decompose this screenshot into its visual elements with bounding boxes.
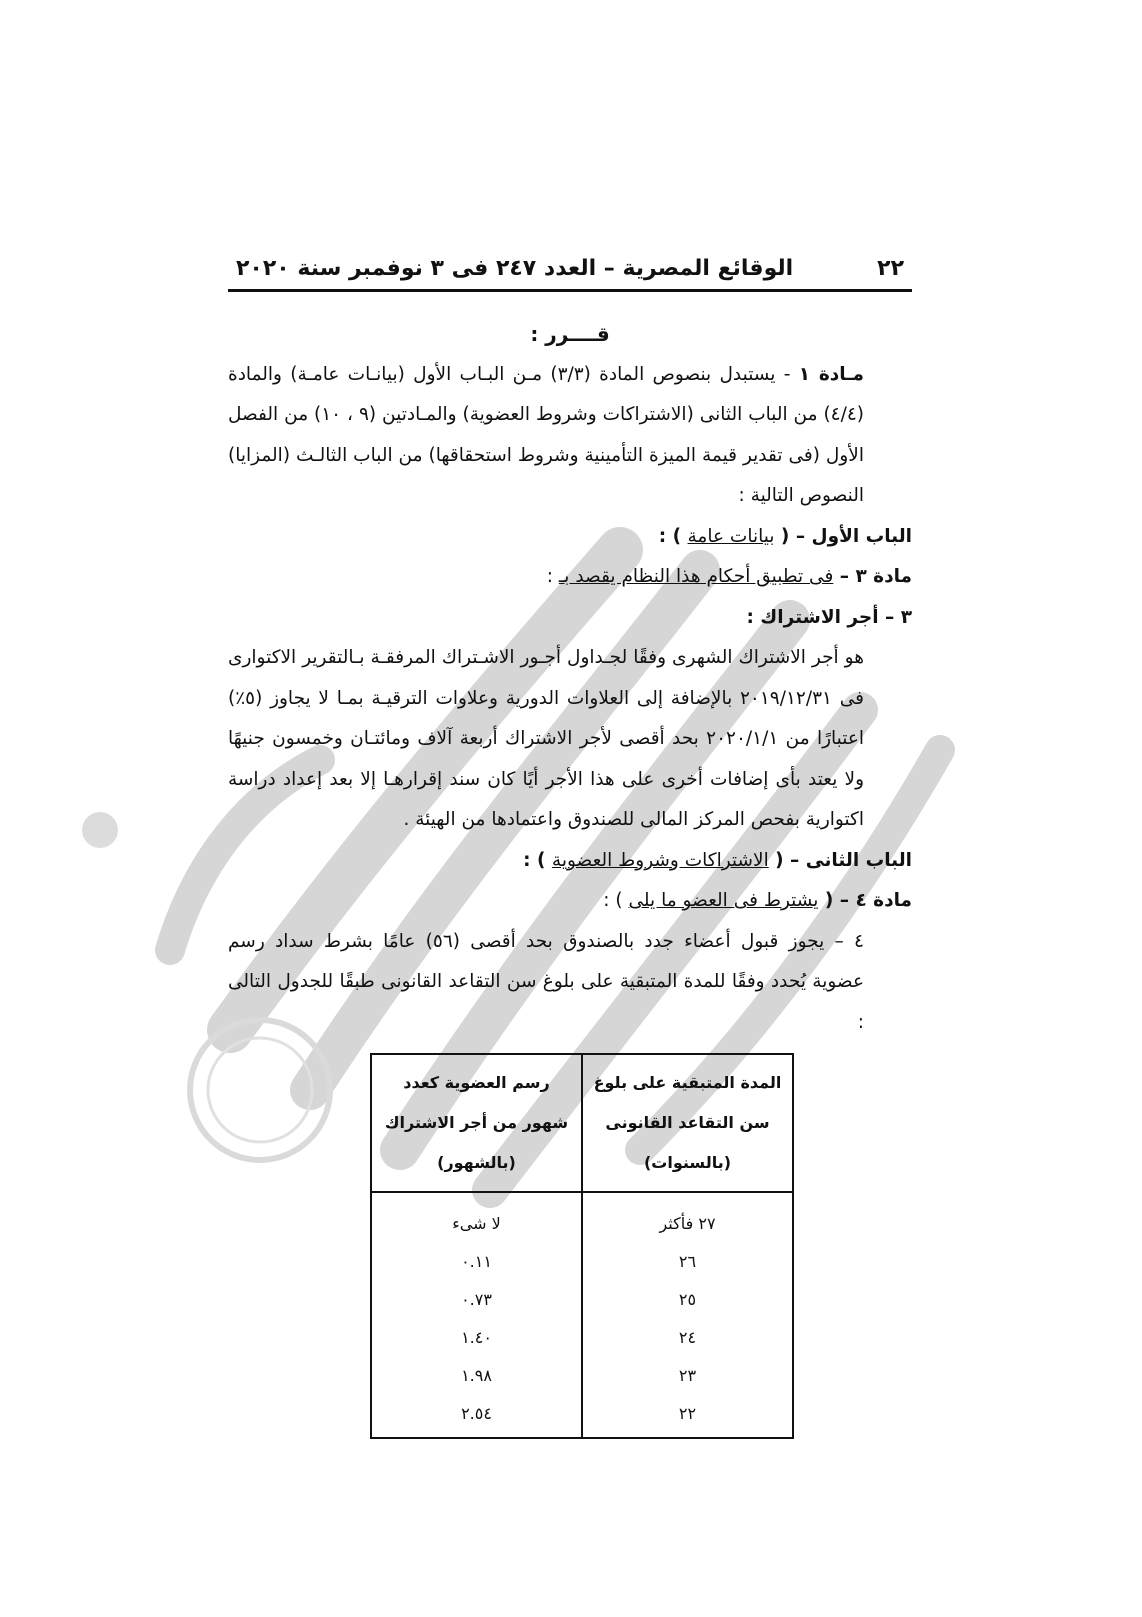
article-3-text: فى تطبيق أحكام هذا النظام يقصد بـ xyxy=(558,566,834,587)
section-2-suffix: ) : xyxy=(523,849,552,871)
article-3-label: مادة ٣ – xyxy=(833,566,912,587)
gazette-title: الوقائع المصرية – العدد ٢٤٧ فى ٣ نوفمبر سنة ٢٠٢٠ xyxy=(236,256,794,281)
article-3 xyxy=(228,557,912,598)
article-4-label: مادة ٤ – ( xyxy=(818,890,912,911)
section-1-title: بيانات عامة xyxy=(687,525,775,547)
document-body xyxy=(228,314,912,1439)
column-header-fee-months: رسم العضوية كعدد شهور من أجر الاشتراك (بالشهور) xyxy=(371,1054,582,1192)
item-3-text: هو أجر الاشتراك الشهرى وفقًا لجـداول أجـور الاشـتراك المرفقـة بـالتقرير الاكتوارى فى ٢٠١٩/١٢/٣١ بالإضافة إلى العلاوات الدورية وعلاوات الترقيـة بمـا لا يجاوز (٥٪) اعتبارًا من ٢٠٢٠/١/١ بحد أقصى لأجر الاشتراك أربعة آلاف ومائتـان وخمسون جنيهًا ولا يعتد بأى إضافات أخرى على هذا الأجر أيًا كان سند إقرارهـا إلا بعد إعداد دراسة اكتوارية بفحص المركز المالى للصندوق واعتمادها من الهيئة . xyxy=(228,647,864,830)
membership-fee-table xyxy=(370,1053,794,1439)
table-cell-years: ٢٢ xyxy=(582,1395,793,1438)
table-row xyxy=(371,1281,793,1319)
table-cell-fee: لا شىء xyxy=(452,1214,501,1233)
section-2-heading xyxy=(228,841,912,882)
table-row xyxy=(371,1357,793,1395)
table-cell-years: ٢٤ xyxy=(582,1319,793,1357)
table-row xyxy=(371,1243,793,1281)
section-2-label: الباب الثانى – ( xyxy=(768,849,912,871)
article-1 xyxy=(228,355,912,517)
column-header-remaining-years: المدة المتبقية على بلوغ سن التقاعد القانونى (بالسنوات) xyxy=(582,1054,793,1192)
page-header xyxy=(228,250,912,292)
page-number: ٢٢ xyxy=(877,256,904,281)
table-cell-years: ٢٦ xyxy=(582,1243,793,1281)
table-row xyxy=(371,1395,793,1438)
article-4 xyxy=(228,881,912,922)
article-4-text: يشترط فى العضو ما يلى xyxy=(628,890,819,911)
table-cell-fee: ٢.٥٤ xyxy=(461,1404,492,1423)
table-cell-years: ٢٥ xyxy=(582,1281,793,1319)
table-cell-years: ٢٧ فأكثر xyxy=(582,1192,793,1243)
section-2-title: الاشتراكات وشروط العضوية xyxy=(551,849,769,871)
table-cell-fee: ٠.١١ xyxy=(461,1252,492,1271)
item-4-text: ٤ – يجوز قبول أعضاء جدد بالصندوق بحد أقصى (٥٦) عامًا بشرط سداد رسم عضوية يُحدد وفقًا للمدة المتبقية على بلوغ سن التقاعد القانونى طبقًا للجدول التالى : xyxy=(228,930,864,1033)
section-1-heading xyxy=(228,517,912,558)
table-cell-years: ٢٣ xyxy=(582,1357,793,1395)
table-row xyxy=(371,1319,793,1357)
article-4-suffix: ) : xyxy=(603,890,629,911)
item-3-heading: ٣ – أجر الاشتراك : xyxy=(746,606,912,628)
decree-heading: قــــرر : xyxy=(530,322,610,346)
table-cell-fee: ١.٤٠ xyxy=(461,1328,492,1347)
table-row xyxy=(371,1192,793,1243)
section-1-suffix: ) : xyxy=(658,525,688,547)
gazette-page xyxy=(228,250,912,1439)
section-1-label: الباب الأول – ( xyxy=(774,525,912,547)
article-1-text: - يستبدل بنصوص المادة (٣/٣) مـن البـاب الأول (بيانـات عامـة) والمادة (٤/٤) من الباب الثانى (الاشتراكات وشروط العضوية) والمـادتين (٩ ، ١٠) من الفصل الأول (فى تقدير قيمة الميزة التأمينية وشروط استحقاقها) من الباب الثالـث (المزايا) النصوص التالية : xyxy=(228,363,864,506)
article-3-suffix: : xyxy=(546,566,559,587)
table-header-row xyxy=(371,1054,793,1192)
table-cell-fee: ١.٩٨ xyxy=(461,1366,492,1385)
article-1-label: مـادة ١ xyxy=(798,363,864,385)
table-cell-fee: ٠.٧٣ xyxy=(461,1290,492,1309)
